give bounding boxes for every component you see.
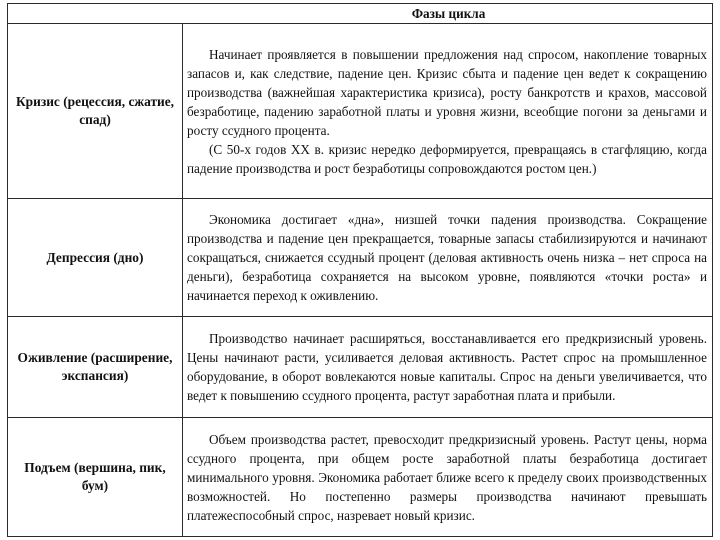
- phase-name-recovery: Оживление (расширение, экспансия): [8, 317, 183, 418]
- business-cycle-table: [7, 3, 713, 537]
- description-paragraph: Производство начинает расширяться, восстанавливается его предкризисный уровень. Цены начинают расти, усиливается деловая активность. Растет спрос на промышленное оборудование, в оборот вовлекаются новые капиталы. Спрос на деньги увеличивается, что ведет к повышению ссудного процента, растут заработная плата и прибыли.: [187, 331, 707, 403]
- description-paragraph: (С 50-х годов XX в. кризис нередко деформируется, превращаясь в стагфляцию, когда падение производства и рост безработицы сопровождаются ростом цен.): [187, 141, 707, 176]
- table-row: [8, 24, 713, 199]
- phase-description-depression: [183, 199, 713, 317]
- phase-name-depression: Депрессия (дно): [8, 199, 183, 317]
- phase-description-recovery: [183, 317, 713, 418]
- description-paragraph: Начинает проявляется в повышении предложения над спросом, накопление товарных запасов и, как следствие, падение цен. Кризис сбыта и падение цен ведет к сокращению производства (важнейшая характеристика кризиса), росту банкротств и крахов, массовой безработице, падению заработной платы и уровня жизни, всеобщие погони за деньгами и росту ссудного процента.: [187, 46, 707, 138]
- description-paragraph: Экономика достигает «дна», низшей точки падения производства. Сокращение производства и падение цен прекращается, товарные запасы стабилизируются и начинают сокращаться, снижается ссудный процент (деловая активность очень низка – нет спроса на деньги), безработица сохраняется на высоком уровне, появляются «точки роста» и начинается переход к оживлению.: [187, 212, 707, 303]
- phase-name-crisis: Кризис (рецессия, сжатие, спад): [8, 24, 183, 199]
- table-header-row: [8, 4, 713, 24]
- table-row: [8, 199, 713, 317]
- table-header: Фазы цикла: [8, 4, 713, 24]
- phase-description-boom: [183, 418, 713, 537]
- phase-name-boom: Подъем (вершина, пик, бум): [8, 418, 183, 537]
- description-paragraph: Объем производства растет, превосходит предкризисный уровень. Растут цены, норма ссудного процента, при общем росте заработной платы безработица достигает минимального уровня. Экономика работает ближе всего к пределу своих производственных возможностей. Но постепенно размеры производства начинают превышать платежеспособный спрос, назревает новый кризис.: [187, 431, 707, 523]
- phase-description-crisis: [183, 24, 713, 199]
- table-row: [8, 418, 713, 537]
- table-row: [8, 317, 713, 418]
